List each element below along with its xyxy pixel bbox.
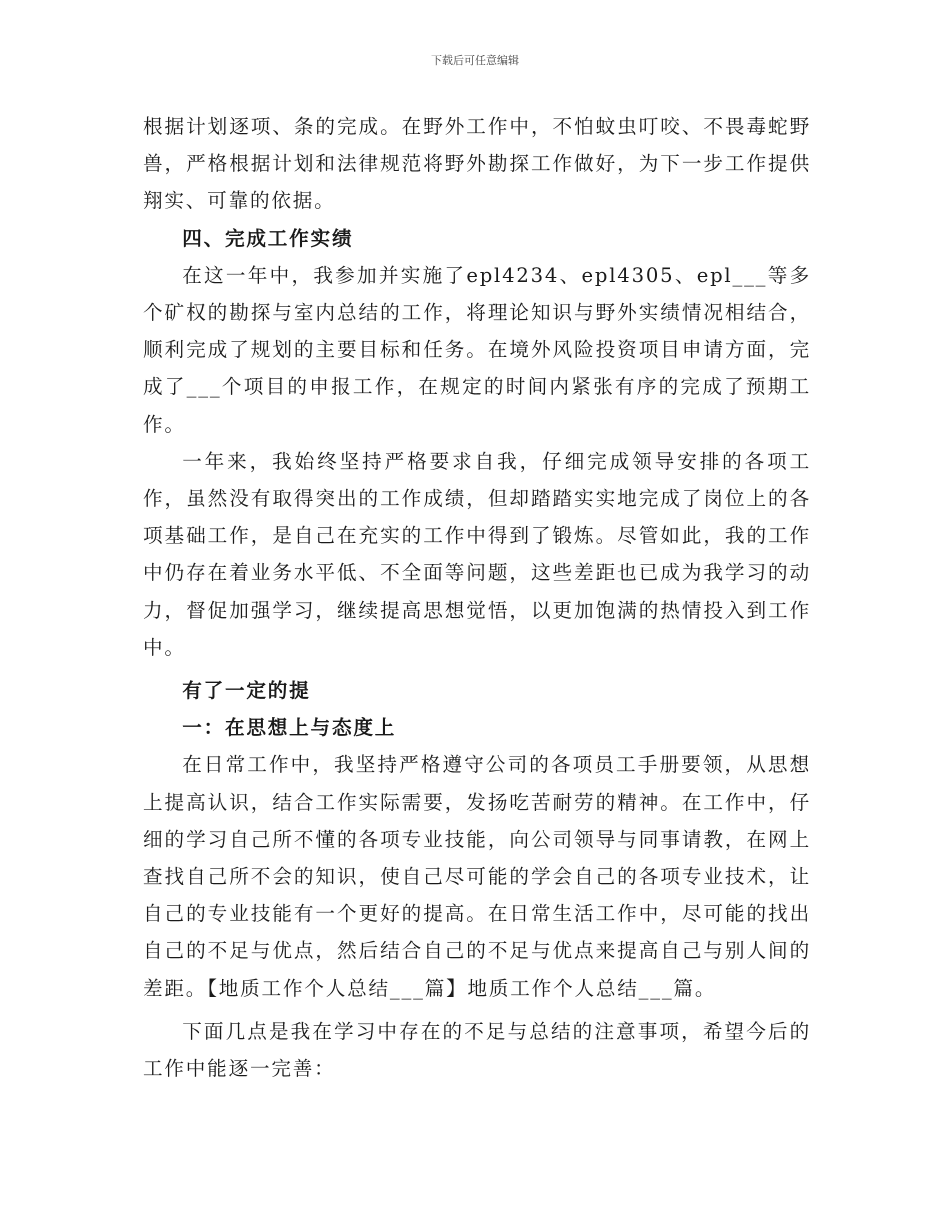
page-header-watermark: 下载后可任意编辑 [431, 54, 519, 67]
section-heading-improvement: 有了一定的提 [182, 679, 311, 703]
paragraph-shortcomings: 下面几点是我在学习中存在的不足与总结的注意事项，希望今后的工作中能逐一完善： [143, 1019, 811, 1081]
paragraph-daily-work: 在日常工作中，我坚持严格遵守公司的各项员工手册要领，从思想上提高认识，结合工作实际需要，发扬吃苦耐劳的精神。在工作中，仔细的学习自己所不懂的各项专业技能，向公司领导与同事请教，在网上查找自己所不会的知识，使自己尽可能的学会自己的各项专业技术，让自己的专业技能有一个更好的提高。在日常生活工作中，尽可能的找出自己的不足与优点，然后结合自己的不足与优点来提高自己与别人间的差距。【地质工作个人总结___篇】地质工作个人总结___篇。 [143, 753, 811, 1000]
document-body [143, 108, 811, 1087]
paragraph-achievements: 在这一年中，我参加并实施了epl4234、epl4305、epl___等多个矿权的勘探与室内总结的工作，将理论知识与野外实绩情况相结合，顺利完成了规划的主要目标和任务。在境外风险投资项目申请方面，完成了___个项目的申报工作，在规定的时间内紧张有序的完成了预期工作。 [143, 263, 811, 436]
section-heading-thought-attitude: 一：在思想上与态度上 [182, 716, 397, 740]
section-heading-achievements: 四、完成工作实绩 [182, 226, 354, 250]
paragraph-year-summary: 一年来，我始终坚持严格要求自我，仔细完成领导安排的各项工作，虽然没有取得突出的工作成绩，但却踏踏实实地完成了岗位上的各项基础工作，是自己在充实的工作中得到了锻炼。尽管如此，我的工作中仍存在着业务水平低、不全面等问题，这些差距也已成为我学习的动力，督促加强学习，继续提高思想觉悟，以更加饱满的热情投入到工作中。 [143, 449, 811, 659]
paragraph-continuation: 根据计划逐项、条的完成。在野外工作中，不怕蚊虫叮咬、不畏毒蛇野兽，严格根据计划和法律规范将野外勘探工作做好，为下一步工作提供翔实、可靠的依据。 [143, 115, 811, 213]
